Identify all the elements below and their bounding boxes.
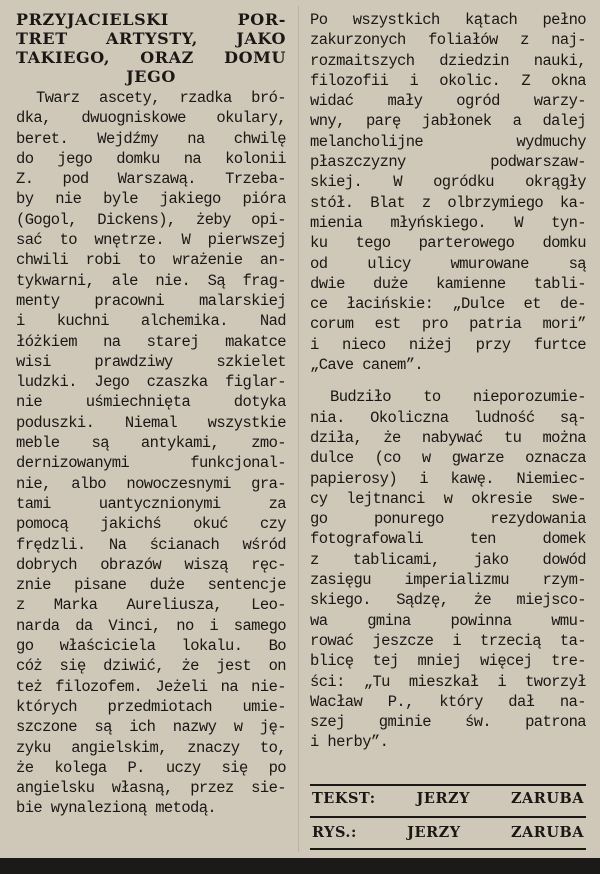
text-line: dulce (co w gwarze oznacza <box>310 449 586 468</box>
text-line: nie, albo nowoczesnymi gra- <box>16 474 286 493</box>
text-line: ce łacińskie: „Dulce et de- <box>310 295 586 314</box>
text-line: z Marka Aureliusza, Leo- <box>16 596 286 615</box>
text-line: go ponurego rezydowania <box>310 510 586 529</box>
text-line: wa gmina powinna wmu- <box>310 611 586 630</box>
text-line: skiego. Sądzę, że miejsco- <box>310 591 586 610</box>
text-credit-last-name: ZARUBA <box>510 790 584 807</box>
text-line: filozofii i okolic. Z okna <box>310 71 586 90</box>
text-line: (Gogol, Dickens), żeby opi- <box>16 210 286 229</box>
drawing-credit-label: RYS.: <box>312 824 357 841</box>
text-line: i herby”. <box>310 733 389 752</box>
text-line: angielsku własną, przez sie- <box>16 779 286 798</box>
text-line: blicę tej mniej więcej tre- <box>310 652 586 671</box>
text-line: pomocą jakichś okuć czy <box>16 515 286 534</box>
text-line: łóżkiem na starej makatce <box>16 332 286 351</box>
credit-rule-bottom <box>310 848 586 850</box>
text-line: bie wynalezioną metodą. <box>16 799 217 818</box>
text-line: Wacław P., który dał na- <box>310 692 586 711</box>
text-line: go właściciela lokalu. Bo <box>16 637 286 656</box>
text-line: dwie duże kamienne tabli- <box>310 274 586 293</box>
text-line: nie uśmiechnięta dotyka <box>16 393 286 412</box>
text-line: mienia młyńskiego. W tyn- <box>310 213 586 232</box>
text-line: rozmaitszych dziedzin nauki, <box>310 51 586 70</box>
article-headline <box>16 10 286 86</box>
drawing-credit-last-name: ZARUBA <box>510 824 584 841</box>
text-line: sać to wnętrze. W pierwszej <box>16 231 286 250</box>
right-column <box>310 10 586 753</box>
text-line: nia. Okoliczna ludność są- <box>310 408 586 427</box>
text-line: cóż się dziwić, że jest on <box>16 657 286 676</box>
left-column-body <box>16 88 286 819</box>
text-line: frędzli. Na ścianach wśród <box>16 535 286 554</box>
text-line: papierosy) i kawę. Niemiec- <box>310 469 586 488</box>
text-line: meble są antykami, zmo- <box>16 434 286 453</box>
text-line: ludzki. Jego czaszka figlar- <box>16 373 286 392</box>
text-line: z tablicami, jako dowód <box>310 550 586 569</box>
credit-rule-top <box>310 784 586 786</box>
paragraph-two <box>310 387 586 752</box>
text-line: do jego domku na kolonii <box>16 149 286 168</box>
text-line: fotografowali ten domek <box>310 530 586 549</box>
text-line: wisi prawdziwy szkielet <box>16 352 286 371</box>
text-line: menty pracowni malarskiej <box>16 291 286 310</box>
paragraph-gap <box>310 375 586 387</box>
headline-line: PRZYJACIELSKI POR- <box>16 10 286 29</box>
background-edge <box>0 858 600 874</box>
text-line: ści: „Tu mieszkał i tworzył <box>310 672 586 691</box>
paragraph-one <box>310 10 586 375</box>
text-line: płaszczyzny podwarszaw- <box>310 153 586 172</box>
text-line: poduszki. Niemal wszystkie <box>16 413 286 432</box>
text-line: „Cave canem”. <box>310 356 424 375</box>
text-line: i nieco niżej przy furtce <box>310 335 586 354</box>
text-line: zakurzonych foliałów z naj- <box>310 31 586 50</box>
text-credit <box>312 790 584 807</box>
drawing-credit-first-name: JERZY <box>407 824 461 841</box>
text-line: szczone są ich nazwy w ję- <box>16 718 286 737</box>
text-line: których przedmiotach umie- <box>16 697 286 716</box>
text-line: dka, dwuogniskowe okulary, <box>16 109 286 128</box>
text-line: tami uantycznionymi za <box>16 494 286 513</box>
text-line: rować jeszcze i trzecią ta- <box>310 631 586 650</box>
text-line: dobrych obrazów wiszą ręc- <box>16 555 286 574</box>
text-line: ku tego parterowego domku <box>310 234 586 253</box>
text-credit-first-name: JERZY <box>416 790 470 807</box>
drawing-credit <box>312 824 584 841</box>
text-line: też filozofem. Jeżeli na nie- <box>16 677 286 696</box>
text-line: szej gminie św. patrona <box>310 713 586 732</box>
text-line: od ulicy wmurowane są <box>310 254 586 273</box>
text-line: by nie byle jakiego pióra <box>16 190 286 209</box>
text-line: i kuchni alchemika. Nad <box>16 312 286 331</box>
text-line: beret. Wejdźmy na chwilę <box>16 129 286 148</box>
text-line: tykwarni, ale nie. Są frag- <box>16 271 286 290</box>
text-line: skiej. W ogródku okrągły <box>310 173 586 192</box>
text-line: znie pisane duże sentencje <box>16 576 286 595</box>
text-line: Budziło to nieporozumie- <box>330 388 586 407</box>
credit-rule-middle <box>310 816 586 818</box>
left-column <box>16 10 286 819</box>
text-line: zasięgu imperializmu rzym- <box>310 571 586 590</box>
text-line: stół. Blat z olbrzymiego ka- <box>310 193 586 212</box>
text-line: melancholijne wydmuchy <box>310 132 586 151</box>
text-line: corum est pro patria mori” <box>310 315 586 334</box>
headline-line: TRET ARTYSTY, JAKO <box>16 29 286 48</box>
text-line: Z. pod Warszawą. Trzeba- <box>16 170 286 189</box>
text-line: zyku angielskim, znaczy to, <box>16 738 286 757</box>
text-line: dernizowanymi funkcjonal- <box>16 454 286 473</box>
headline-line: JEGO <box>126 67 176 86</box>
column-divider <box>298 6 299 852</box>
text-line: cy lejtnanci w okresie swe- <box>310 489 586 508</box>
text-line: widać mały ogród warzy- <box>310 92 586 111</box>
text-line: narda da Vinci, no i samego <box>16 616 286 635</box>
text-line: wny, parę jabłonek a dalej <box>310 112 586 131</box>
text-credit-label: TEKST: <box>312 790 376 807</box>
text-line: dziła, że nabywać tu można <box>310 428 586 447</box>
text-line: chwili robi to wrażenie an- <box>16 251 286 270</box>
text-line: że kolega P. uczy się po <box>16 758 286 777</box>
text-line: Po wszystkich kątach pełno <box>310 11 586 29</box>
headline-line: TAKIEGO, ORAZ DOMU <box>16 48 286 67</box>
text-line: Twarz ascety, rzadka bró- <box>36 89 286 107</box>
